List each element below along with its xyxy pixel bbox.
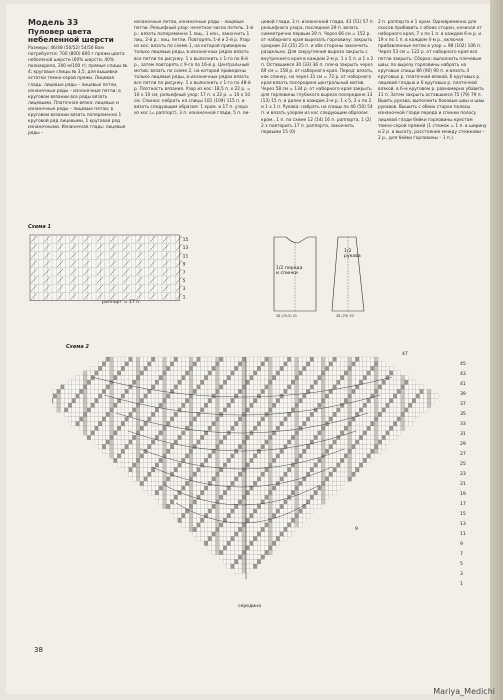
svg-text:28 (29) 30: 28 (29) 30	[336, 314, 354, 318]
front-back-label: 1/2 переда и спинки	[276, 266, 303, 276]
svg-text:28 (29,5) 31: 28 (29,5) 31	[276, 314, 297, 318]
scheme-1-row-number: 7	[182, 270, 186, 276]
scheme-2-row-number: 41	[460, 382, 466, 387]
scheme-2-row-number: 29	[460, 442, 466, 447]
scheme-1-row-number: 1	[182, 295, 186, 301]
sleeve-label: 1/2 рукава	[344, 249, 361, 259]
scheme-2-top-number: 47	[402, 352, 408, 357]
text-column-2: изнаночные петли, изнаночные ряды – лицевые петли. Рельефный узор: нечетное число петель. 1-й р.: вязать попеременно 1 лиц., 1 изн., закончить 1 лиц. 2-й р.: лиц. петли. Повторять 1-й и 2-й р. Узор из кос: вязать по схеме 1, на которой приведены только лицевые ряды, в изнаночных рядах вязать все петли по рисунку. 1 х выполнить с 1-го по 8-й р., затем повторять с 9-го по 16-й р. Центральный мотив: вязать по схеме 2, на которой приведены только лицевые ряды, в изнаночных рядах вязать все петли по рисунку. 1 х выполнить с 1-го по 48-й р. Плотность вязания. Узор из кос: 18,5 п. х 22 р. = 10 х 10 см; рельефный узор: 17 п. х 22 р. = 10 х 10 см. Спинка: набрать на спицы 101 (109) 115 п. и вязать следующим образом: 1 кром. и 17 п. узора из кос (= раппорт), 3 п. изнаночной глади, 5 п. ли-	[134, 20, 254, 117]
scheme-2-row-number: 19	[460, 492, 466, 497]
magazine-page	[6, 4, 490, 694]
scheme-2-row-number: 31	[460, 432, 466, 437]
scheme-2-row-number: 33	[460, 422, 466, 427]
text-column-4: 2 п. раппорта и 1 кром. Одновременно для скосов прибавить с обеих сторон, начиная от наборного края, 7 х по 1 п. в каждом 6-м р. и 19 х по 1 п. в каждом 4-м р., включая прибавленные петли в узор = 98 (102) 106 п. Через 53 см = 122 р. от наборного края все петли закрыть. Сборка: выполнить плечевые швы; по вырезу горловины набрать на круговые спицы 86 (90) 90 п. и вязать 4 круговых р. платочной вязкой, 6 круговых р. лицевой гладью и 6 круговых р. платочной вязкой, в 6-м круговом р. равномерно убавить 11 п. Затем закрыть оставшиеся 75 (79) 79 п. Вшить рукава, выполнить боковые швы и швы рукавов. Вышить с обеих сторон полосы изнаночной глади переда и спинки полосу лицевой глади бейки горловины крестом темно-серой пряжей (1 стежок = 1 п. в ширину и 2 р. в высоту, расстояние между стежками – 2 р., для бейки горловины – 1 п.).	[378, 20, 487, 141]
scheme-2-row-number: 39	[460, 392, 466, 397]
scheme-1-chart	[26, 231, 196, 311]
center-label: середина	[238, 604, 262, 609]
page-title: Пуловер цвета небеленной шерсти	[28, 27, 114, 44]
scheme-2-chart	[52, 349, 472, 594]
scheme-2-row-number: 45	[460, 362, 466, 367]
scheme-2-row-number: 23	[460, 472, 466, 477]
scheme-2-row-number: 9	[460, 542, 463, 547]
page-number: 38	[34, 646, 43, 654]
scheme-2-row-number: 13	[460, 522, 466, 527]
scheme-1-row-number: 3	[182, 287, 186, 293]
scheme-1-row-number: 9	[182, 262, 186, 268]
scheme-2-row-number: 1	[460, 582, 463, 587]
scheme-1-row-number: 15	[182, 238, 189, 243]
scheme-2-row-number: 43	[460, 372, 466, 377]
scheme-2-row-number: 3	[460, 572, 463, 577]
text-column-1	[28, 18, 128, 137]
scheme-2-row-number: 37	[460, 402, 466, 407]
scheme-2-row-number: 17	[460, 502, 466, 507]
scheme-2-row-number: 5	[460, 562, 463, 567]
page-binding-edge	[490, 0, 503, 700]
watermark: Mariya_Medichi	[433, 687, 495, 696]
scheme-2-row-number: 15	[460, 512, 466, 517]
scheme-2-inner-number: 9	[355, 527, 358, 532]
scheme-2-label: Схема 2	[66, 344, 89, 350]
rapport-label: раппорт = 17 п.	[102, 300, 141, 305]
scheme-2-row-number: 35	[460, 412, 466, 417]
scheme-2-row-number: 21	[460, 482, 466, 487]
scheme-2-row-number: 27	[460, 452, 466, 457]
model-number: Модель 33	[28, 18, 79, 27]
pattern-schematic	[256, 229, 386, 324]
column-1-text: Размеры: 46/48 (50/52) 54/56 Вам потребуется: 700 (800) 800 г пряжи цвета небеленой шерсти (60% шерсти, 40% полиакрила, 200 м/100 г); прямые спицы № 4; круговые спицы № 3,5; для вышивки остатки темно-серой пряжи. Лицевая гладь: лицевые ряды – лицевые петли, изнаночные ряды – изнаночные петли; в круговом вязании все ряды вязать лицевыми. Платочная вязка: лицевые и изнаночные ряды – лицевые петли; в круговом вязании вязать попеременно 1 круговой ряд лицевыми, 1 круговой ряд изнаночными. Изнаночная гладь: лицевые ряды –	[28, 46, 128, 137]
scheme-2-row-number: 11	[460, 532, 466, 537]
scheme-1-row-number: 5	[182, 279, 186, 284]
scheme-1-label: Схема 1	[28, 224, 51, 230]
text-column-3: цевой глади, 3 п. изнаночной глади, 43 (51) 57 п. рельефного узора, последние 29 п. вязать симметрично первым 29 п. Через 66 см = 152 р. от наборного края вырезать горловину: закрыть средние 23 (25) 25 п. и обе стороны закончить раздельно. Для закругления выреза закрыть с внутреннего края в каждом 2-м р. 1 х 5 п. и 1 х 2 п. Оставшиеся 30 (33) 36 п. плеча закрыть через 69 см = 158 р. от наборного края. Перед: вязать, как спинку, но через 31 см = 72 р. от наборного края вязать посередине центральный мотив. Через 58 см = 134 р. от наборного края закрыть для горловины глубокого выреза посередине 13 (13) 15 п. и далее в каждом 2-м р. 1 х 5, 2 х по 2 и 1 х 1 п. Рукава: набрать на спицы по 46 (50) 54 п. и вязать узором из кос следующим образом: кром., 1 п. по схеме 12 (14) 16 п. раппорта, 1 (2) 2 х повторить 17 п. раппорта, закончить первыми 15 (0)	[261, 20, 374, 135]
scheme-1-row-number: 11	[182, 254, 189, 260]
scheme-2-row-number: 7	[460, 552, 463, 557]
scheme-2-row-number: 25	[460, 462, 466, 467]
scheme-1-row-number: 13	[182, 246, 189, 252]
